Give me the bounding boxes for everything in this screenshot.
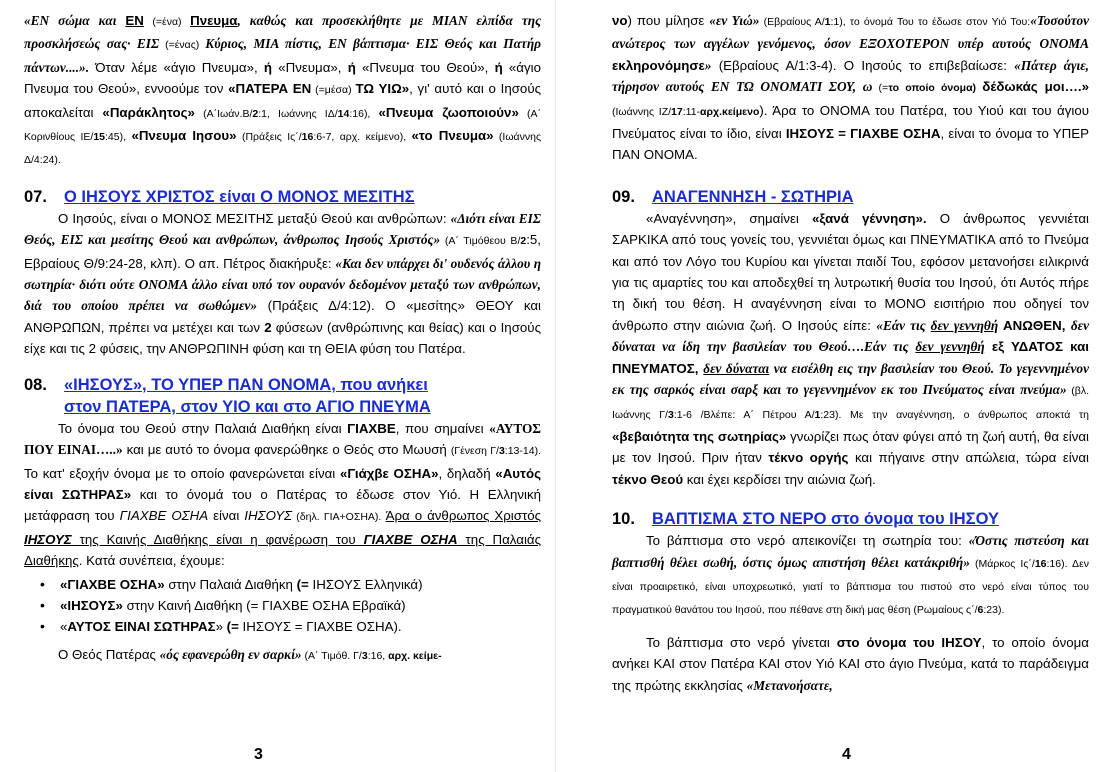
reference: (Πράξεις Ις΄/ [236, 131, 302, 144]
quote: «Και δεν υπάρχει δι' ουδενός άλλου η σωτηρία· διότι ούτε ΟΝΟΜΑ άλλο είναι υπό τον ουρανόν δεδομένον μεταξύ των ανθρώπων, διά του οποίου πρέπει να σωθώμεν» [24, 255, 541, 314]
underlined-emphasis: ΓΙΑΧΒΕ ΟΣΗΑ [363, 531, 458, 547]
emphasis: «Πνευμα Ιησου» [131, 128, 237, 144]
italic-text: ΙΗΣΟΥΣ [244, 508, 293, 524]
text: στην Παλαιά Διαθήκη [164, 576, 297, 592]
quote: «Εάν τις [876, 317, 931, 333]
reference: :1), το όνομά Του το έδωσε στον Υιό Του: [830, 16, 1031, 28]
emphasis: «Γιάχβε ΟΣΗΑ» [339, 465, 439, 481]
reference: (βλ. Ιωάννης Γ/ [612, 385, 1089, 421]
text: , είναι το όνομα το ΥΠΕΡ ΠΑΝ ΟΝΟΜΑ. [612, 126, 1090, 163]
section-10-paragraph-2 [612, 632, 1089, 696]
text: είναι [208, 508, 245, 524]
section-title-line: στον ΠΑΤΕΡΑ, στον ΥΙΟ και στο ΑΓΙΟ ΠΝΕΥΜΑ [64, 397, 431, 416]
section-10-heading [612, 508, 1089, 530]
quote: , καθώς και προσεκλήθητε με ΜΙΑΝ ελπίδα της προσκλήσεώς σας· ΕΙΣ [24, 13, 541, 52]
reference-bold: 1 [824, 16, 831, 28]
reference-bold: 16 [301, 131, 314, 144]
text: Ο άνθρωπος γεννιέται ΣΑΡΚΙΚΑ από τους γονείς του, γεννιέται όμως και ΠΝΕΥΜΑΤΙΚΑ από το Πνεύμα και από τον Λόγο του Κυρίου και γίνεται παιδί Του, εφόσον μετανοήσει ειλικρινά για τις αμαρτίες του και αποδεχθεί τη λυτρωτική θυσία του Ιησού, ότι Αυτός πήρε τη δική του θέση. Η αναγέννηση είναι το ΜΟΝΟ εισιτήριο που οδηγεί τον άνθρωπο στην αιώνια ζωή. Ο Ιησούς είπε: [612, 210, 1089, 333]
reference: (Α΄ Τιμόθ. Γ/ [301, 649, 362, 662]
underlined-quote: δεν γεννηθή [915, 339, 985, 355]
emphasis: ή [347, 59, 356, 75]
bullet-list [24, 574, 541, 638]
section-title: ΑΝΑΓΕΝΝΗΣΗ - ΣΩΤΗΡΙΑ [652, 187, 854, 206]
reference-bold: 2 [520, 235, 527, 248]
emphasis: ΙΗΣΟΥΣ = ΓΙΑΧΒΕ ΟΣΗΑ [785, 126, 941, 142]
reference-bold: 1 [814, 408, 821, 421]
quote: «ΕΝ σώμα και [24, 13, 126, 28]
quote: «Πάτερ άγιε, τήρησον αυτούς ΕΝ ΤΩ ΟΝΟΜΑΤΙ ΣΟΥ, ω [612, 57, 1089, 95]
text: , δηλαδή [438, 465, 496, 481]
section-title [64, 374, 431, 418]
quote: «Όστις πιστεύση και βαπτισθή θέλει σωθή, όστις όμως απιστήση θέλει κατάκριθή» [612, 533, 1089, 570]
text: , γι' αυτό και ο Ιησούς αποκαλείται [24, 81, 542, 120]
reference-bold: αρχ.κείμενο [700, 105, 760, 118]
text: Όταν λέμε «άγιο Πνευμα», [89, 59, 264, 75]
text: και έχει κερδίσει την αιώνια ζωή. [683, 471, 876, 487]
text: και πήγαινε στην απώλεια, τώρα είναι [848, 450, 1090, 466]
text: Το βάπτισμα στο νερό απεικονίζει τη σωτηρία του: [646, 533, 969, 549]
reference: :1-6 /Βλέπε: Α΄ Πέτρου Α/ [673, 408, 815, 421]
reference: :1, Ιωάννης ΙΔ/ [258, 107, 338, 120]
note: (=ένα) [143, 16, 191, 28]
emphasis: ή [494, 59, 503, 75]
emphasis: ΓΙΑΧΒΕ [347, 420, 396, 436]
section-number: 08. [24, 375, 47, 394]
underlined-quote: δεν γεννηθή [930, 317, 999, 333]
quote: Κύριος, ΜΙΑ πίστις, ΕΝ βάπτισμα· ΕΙΣ Θεός και Πατήρ πάντων....». [24, 36, 541, 75]
text: «Πνευμα», [272, 59, 348, 75]
reference: :16). Δεν είναι προαιρετικό, είναι υποχρεωτικό, γιατί το βάπτισμα του πιστού στο νερό είναι τύπος του πραγματικού θανάτου του Ιησού, που πέθανε στη δική μας θέση [612, 557, 1090, 617]
section-09-paragraph [612, 208, 1089, 490]
list-item [60, 574, 541, 595]
emphasis: «Αυτός είναι ΣΩΤΗΡΑΣ» [24, 465, 542, 502]
text: Το βάπτισμα στο νερό γίνεται [646, 634, 837, 650]
reference: :16, [367, 649, 389, 662]
text: Το κατ' εξοχήν όνομα με το οποίο φανερώνεται είναι [24, 465, 340, 481]
reference-bold: 14 [337, 107, 350, 120]
emphasis: (= [226, 619, 239, 635]
text: ΙΗΣΟΥΣ = ΓΙΑΧΒΕ ΟΣΗΑ). [238, 619, 402, 635]
reference-bold: 6 [977, 604, 984, 617]
emphasis: Πνευμα [190, 13, 238, 28]
section-number: 10. [612, 510, 635, 529]
reference: :23). [983, 604, 1005, 617]
reference-bold: αρχ. κείμε- [388, 649, 442, 662]
text: ) που μίλησε [627, 13, 710, 28]
left-page [0, 0, 555, 772]
quote: «Διότι είναι ΕΙΣ Θεός, ΕΙΣ και μεσίτης Θεού και ανθρώπων, άνθρωπος Ιησούς Χριστός» [24, 210, 541, 248]
emphasis: «ΠΑΤΕΡΑ ΕΝ [228, 81, 312, 97]
reference: :23). Με την αναγέννηση, ο άνθρωπος αποκτά τη [820, 408, 1090, 421]
right-page [556, 0, 1111, 772]
quote: να εισέλθη εις την βασιλείαν του Θεού. Το γεγεννημένον εκ της σαρκός είναι σαρξ και το γεγεννημένον εκ του Πνεύματος είναι πνεύμα» [612, 360, 1089, 398]
section-07-heading [24, 186, 541, 208]
reference: (Α΄ Κορινθίους ΙΕ/ [24, 107, 541, 144]
reference-bold: 3 [498, 445, 505, 458]
note: (δηλ. ΓΙΑ+ΟΣΗΑ). [292, 511, 386, 524]
reference: (Μάρκος Ις΄/ [969, 557, 1035, 570]
quote: «ός εφανερώθη εν σαρκί» [159, 646, 302, 662]
page-number: 3 [254, 746, 263, 763]
quote: δεν δύναται να ίδη την βασιλείαν του Θεού….Εάν τις [612, 317, 1089, 355]
quote: «εν Υιώ» [709, 13, 760, 28]
quote: » [704, 57, 712, 73]
reference-bold: 3 [667, 408, 674, 421]
section-08-paragraph [24, 418, 541, 572]
text: «Πνευμα του Θεού», [355, 59, 495, 75]
text: φύσεων (ανθρώπινης και θείας) και ο Ιησούς είχε και τις 2 φύσεις, την ΑΝΘΡΩΠΙΝΗ φύση και τη ΘΕΙΑ φύση του Πατέρα. [24, 319, 541, 357]
text: Ο Ιησούς, είναι ο ΜΟΝΟΣ ΜΕΣΙΤΗΣ μεταξύ Θεού και ανθρώπων: [58, 210, 451, 226]
text: (Πράξεις Δ/4:12). Ο «μεσίτης» ΘΕΟΥ και ΑΝΘΡΩΠΩΝ, πρέπει να μετέχει και των [24, 298, 541, 335]
emphasis: «Πνευμα ζωοποιούν» [378, 104, 519, 120]
continuation-paragraph [612, 10, 1089, 166]
page-number: 4 [842, 746, 851, 763]
section-08-closing [24, 644, 541, 667]
text: «Αναγέννηση», σημαίνει [646, 210, 812, 226]
reference-bold: 17 [671, 105, 683, 118]
section-title-line: «ΙΗΣΟΥΣ», ΤΟ ΥΠΕΡ ΠΑΝ ΟΝΟΜΑ, που ανήκει [64, 375, 428, 394]
reference: (Α΄ Τιμόθεου Β/ [440, 235, 521, 248]
text: Ο Θεός Πατέρας [58, 646, 160, 662]
text: και με αυτό το όνομα φανερώθηκε ο Θεός στο Μωυσή [122, 442, 451, 458]
text: στην Καινή Διαθήκη (= ΓΙΑΧΒΕ ΟΣΗΑ Εβραϊκά) [122, 597, 406, 613]
section-07-paragraph [24, 208, 541, 360]
reference: :6-7, αρχ. κείμενο), [313, 131, 412, 144]
note: (=μέσα) [311, 84, 356, 97]
quote: «Τοσούτον ανώτερος των αγγέλων γενόμενος, όσον ΕΞΟΧΟΤΕΡΟΝ υπέρ αυτούς ΟΝΟΜΑ [612, 13, 1089, 52]
text: :5, Εβραίους Θ/9:24-28, κλπ). Ο απ. Πέτρος διακήρυξε: [24, 232, 541, 271]
emphasis: «ξανά γέννηση». [811, 210, 927, 226]
emphasis: εξ ΥΔΑΤΟΣ και ΠΝΕΥΜΑΤΟΣ, [612, 339, 1089, 376]
note-bold: το οποίο όνομα) [888, 82, 983, 95]
emphasis: ΕΝ [125, 13, 144, 28]
section-number: 09. [612, 187, 635, 206]
section-08-heading [24, 374, 541, 418]
reference: (Εβραίους Α/ [759, 16, 825, 28]
quote: «Μετανοήσατε, [746, 677, 833, 693]
reference: :45), [105, 131, 132, 144]
list-item [60, 595, 541, 616]
section-09-heading [612, 186, 1089, 208]
text: «άγιο Πνευμα του Θεού», εννοούμε τον [24, 59, 541, 97]
underlined-quote: δεν δύναται [703, 360, 770, 376]
text: » [215, 619, 227, 635]
text: « [60, 619, 68, 635]
reference: (Γένεση Γ/ [450, 445, 499, 458]
section-10-paragraph [612, 530, 1089, 622]
emphasis: «ΙΗΣΟΥΣ» [60, 597, 123, 613]
reference-bold: 3 [361, 649, 368, 662]
text: Το όνομα του Θεού στην Παλαιά Διαθήκη είναι [58, 420, 348, 436]
emphasis: 2 [264, 319, 272, 335]
italic-text: ΓΙΑΧΒΕ ΟΣΗΑ [119, 508, 209, 524]
emphasis: «βεβαιότητα της σωτηρίας» [612, 428, 787, 444]
emphasis: ΑΥΤΟΣ ΕΙΝΑΙ ΣΩΤΗΡΑΣ [67, 619, 216, 635]
emphasis: δέδωκάς μοι….» [982, 79, 1089, 95]
note: (=ένας) [159, 39, 206, 52]
text: γνωρίζει πως όταν φύγει από τη ζωή αυτή, θα είναι με τον Ιησού. Πριν ήταν [612, 428, 1089, 466]
emphasis: «ΓΙΑΧΒΕ ΟΣΗΑ» [60, 576, 165, 592]
text: , που σημαίνει [395, 420, 490, 436]
reference-bold: 16 [1034, 557, 1047, 570]
section-number: 07. [24, 187, 47, 206]
underlined-text: Άρα ο άνθρωπος Χριστός [385, 508, 542, 524]
emphasis: (= [296, 576, 309, 592]
text: . Κατά συνέπεια, έχουμε: [78, 553, 225, 569]
reference: :13-14). [504, 445, 541, 458]
text: ). Άρα το ΟΝΟΜΑ του Πατέρα, του Υιού και του άγιου Πνεύματος είναι το ίδιο, είναι [612, 102, 1089, 142]
reference: (Ιωάννης ΙΖ/ [612, 105, 672, 118]
underlined-emphasis: ΙΗΣΟΥΣ [24, 531, 72, 547]
emphasis: νο [612, 13, 628, 28]
emphasis: ΤΩ ΥΙΩ» [355, 81, 410, 97]
text: (Εβραίους Α/1:3-4). Ο Ιησούς το επιβεβαίωσε: [711, 57, 1015, 73]
reference-bold: 15 [93, 131, 106, 144]
section-title: Ο ΙΗΣΟΥΣ ΧΡΙΣΤΟΣ είναι Ο ΜΟΝΟΣ ΜΕΣΙΤΗΣ [64, 187, 415, 206]
emphasis: τέκνο οργής [768, 450, 849, 466]
reference: :16), [349, 107, 379, 120]
underlined-text: της Καινής Διαθήκης είναι η φανέρωση του [71, 531, 364, 547]
note: (= [872, 82, 889, 95]
text: και το όνομά του ο Πατέρας το έδωσε στον Υιό. Η Ελληνική μετάφραση του [24, 486, 542, 524]
underlined-text: της Παλαιάς Διαθήκης [24, 531, 541, 569]
text: ΙΗΣΟΥΣ Ελληνικά) [308, 576, 423, 592]
text: , το οποίο όνομα ανήκει ΚΑΙ στον Πατέρα ΚΑΙ στον Υιό ΚΑΙ στο άγιο Πνεύμα, κατά το παράδειγμα της πρώτης εκκλησίας [612, 634, 1089, 693]
section-title: ΒΑΠΤΙΣΜΑ ΣΤΟ ΝΕΡΟ στο όνομα του ΙΗΣΟΥ [652, 510, 999, 529]
emphasis: «Παράκλητος» [102, 104, 195, 120]
list-item [60, 616, 541, 637]
emphasis: τέκνο Θεού [612, 471, 684, 487]
emphasis: εκληρονόμησε [612, 57, 705, 73]
emphasis: στο όνομα του ΙΗΣΟΥ [836, 634, 982, 650]
emphasis: «το Πνευμα» [411, 128, 494, 144]
reference: (Α΄Ιωάν.Β/ [194, 107, 253, 120]
intro-paragraph [24, 10, 541, 172]
emphasis: ΑΝΩΘΕΝ, [998, 317, 1071, 333]
emphasis: ή [263, 59, 272, 75]
quote: «ΑΥΤΟΣ ΠΟΥ ΕΙΝΑΙ…..» [24, 420, 541, 458]
reference-bold: 2 [252, 107, 259, 120]
reference: :11- [682, 105, 701, 118]
reference: (Ιωάννης Δ/4:24). [24, 131, 542, 167]
reference: (Ρωμαίους ς΄/ [913, 604, 978, 617]
